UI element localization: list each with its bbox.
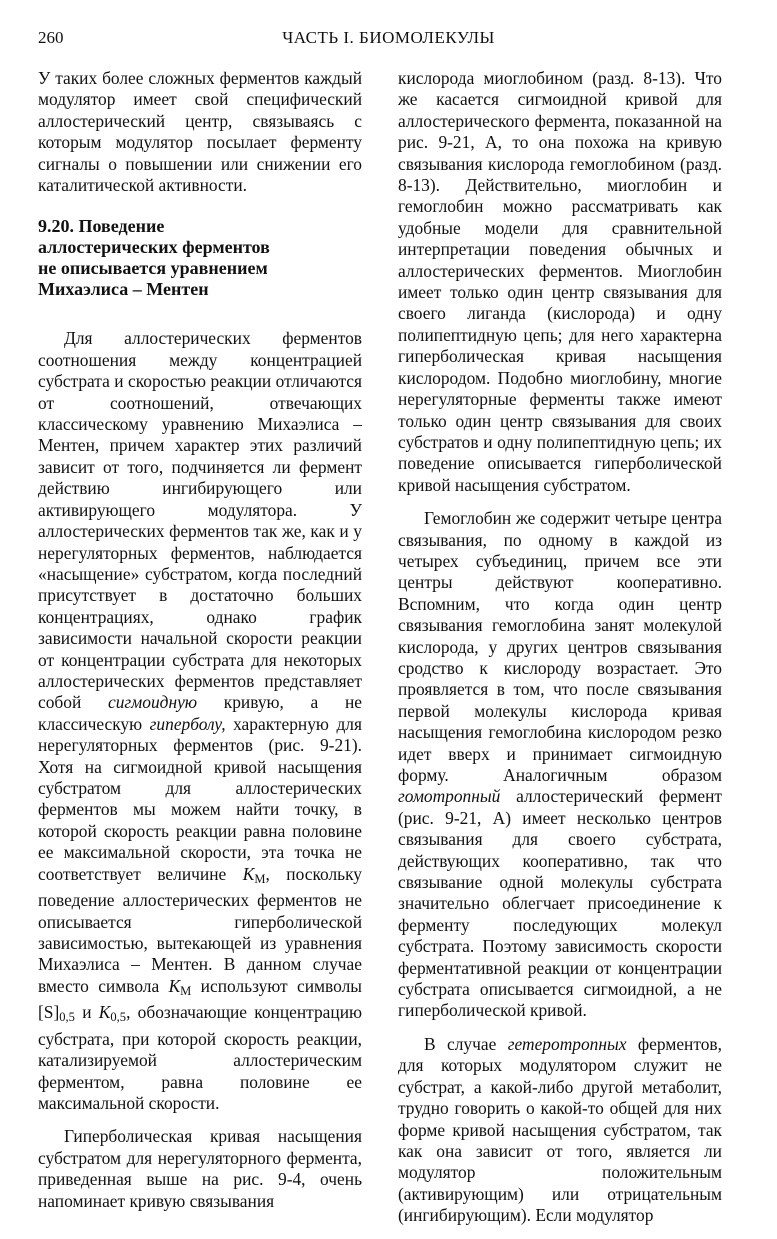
right-column (398, 68, 722, 1239)
km-symbol: K (168, 975, 181, 996)
paragraph: Гиперболическая кривая насыщения субстратом для нерегуляторного фермента, приведенная выше на рис. 9-4, очень напоминает кривую связывания (38, 1126, 362, 1211)
km-symbol: K (242, 863, 255, 884)
section-heading (38, 216, 362, 300)
paragraph: Для аллостерических ферментов соотношения между концентрацией субстрата и скоростью реакции отличаются от соотношений, отвечающих классическому уравнению Михаэлиса – Ментен, причем характер этих различий зависит от того, подчиняется ли фермент действию ингибирующего или активирующего модулятора. У аллостерических ферментов так же, как и у нерегуляторных ферментов, наблюдается «насыщение» субстратом, когда последний присутствует в достаточно больших концентрациях, однако график зависимости начальной скорости реакции от концентрации субстрата для некоторых аллостерических ферментов представляет собой сигмоидную кривую, а не классическую гиперболу, характерную для нерегуляторных ферментов (рис. 9-21). Хотя на сигмоидной кривой насыщения субстратом для аллостерических ферментов мы можем найти точку, в которой скорость реакции равна половине ее максимальной скорости, эта точка не соответствует величине $K_M$, поскольку поведение аллостерических ферментов не описывается гиперболической зависимостью, вытекающей из уравнения Михаэлиса – Ментен. В данном случае вместо символа $K_M$ используют символы $[S]_{0,5}$ и $K_{0,5}$, обозначающие концентрацию субстрата, при которой скорость реакции, катализируемой аллостерическим ферментом, равна половине ее максимальной скорости. (38, 328, 362, 1114)
italic-term: гомотропный (398, 786, 501, 807)
left-column (38, 68, 362, 1224)
heading-line: Михаэлиса – Ментен (38, 279, 209, 300)
italic-term: сигмоидную (107, 692, 198, 713)
running-head: ЧАСТЬ I. БИОМОЛЕКУЛЫ (282, 28, 495, 47)
heading-line: аллостерических ферментов (38, 237, 270, 258)
italic-term: гиперболу, (149, 713, 226, 734)
paragraph: У таких более сложных ферментов каждый модулятор имеет свой специфический аллостерический центр, связываясь с которым модулятор посылает ферменту сигналы о повышении или снижении его каталитической активности. (38, 68, 362, 196)
k05-symbol: K (98, 1002, 111, 1023)
italic-term: гетеротропных (507, 1033, 627, 1054)
page-header (38, 28, 739, 52)
paragraph: кислорода миоглобином (разд. 8-13). Что же касается сигмоидной кривой для аллостерического фермента, показанной на рис. 9-21, А, то она похожа на кривую связывания кислорода гемоглобином (разд. 8-13). Действительно, миоглобин и гемоглобин можно рассматривать как удобные модели для сравнительной интерпретации поведения обычных и аллостерических ферментов. Миоглобин имеет только один центр связывания для своего лиганда (кислорода) и одну полипептидную цепь; для него характерна гиперболическая кривая насыщения кислородом. Подобно миоглобину, многие нерегуляторные ферменты также имеют только один центр связывания для своих субстратов и одну полипептидную цепь; их поведение описывается гиперболической кривой насыщения субстратом. (398, 68, 722, 495)
paragraph: Гемоглобин же содержит четыре центра связывания, по одному в каждой из четырех субъединиц, причем все эти центры действуют кооперативно. Вспомним, что когда один центр связывания гемоглобина занят молекулой кислорода, у других центров связывания сродство к кислороду возрастает. Это проявляется в том, что после связывания первой молекулы кислорода кривая насыщения гемоглобина кислородом резко идет вверх и принимает сигмоидную форму. Аналогичным образом гомотропный аллостерический фермент (рис. 9-21, А) имеет несколько центров связывания для своего субстрата, действующих кооперативно, так что связывание одной молекулы субстрата значительно облегчает присоединение к ферменту последующих молекул субстрата. Поэтому зависимость скорости ферментативной реакции от концентрации субстрата описывается сигмоидной, а не гиперболической кривой. (398, 508, 722, 1021)
heading-line: не описывается уравнением (38, 258, 268, 279)
page-number: 260 (38, 28, 64, 47)
heading-line: 9.20. Поведение (38, 216, 165, 237)
paragraph: В случае гетеротропных ферментов, для которых модулятором служит не субстрат, а какой-либо другой метаболит, трудно говорить о какой-то общей для них форме кривой насыщения субстратом, так как она зависит от того, является ли модулятор положительным (активирующим) или отрицательным (ингибирующим). Если модулятор (398, 1033, 722, 1226)
